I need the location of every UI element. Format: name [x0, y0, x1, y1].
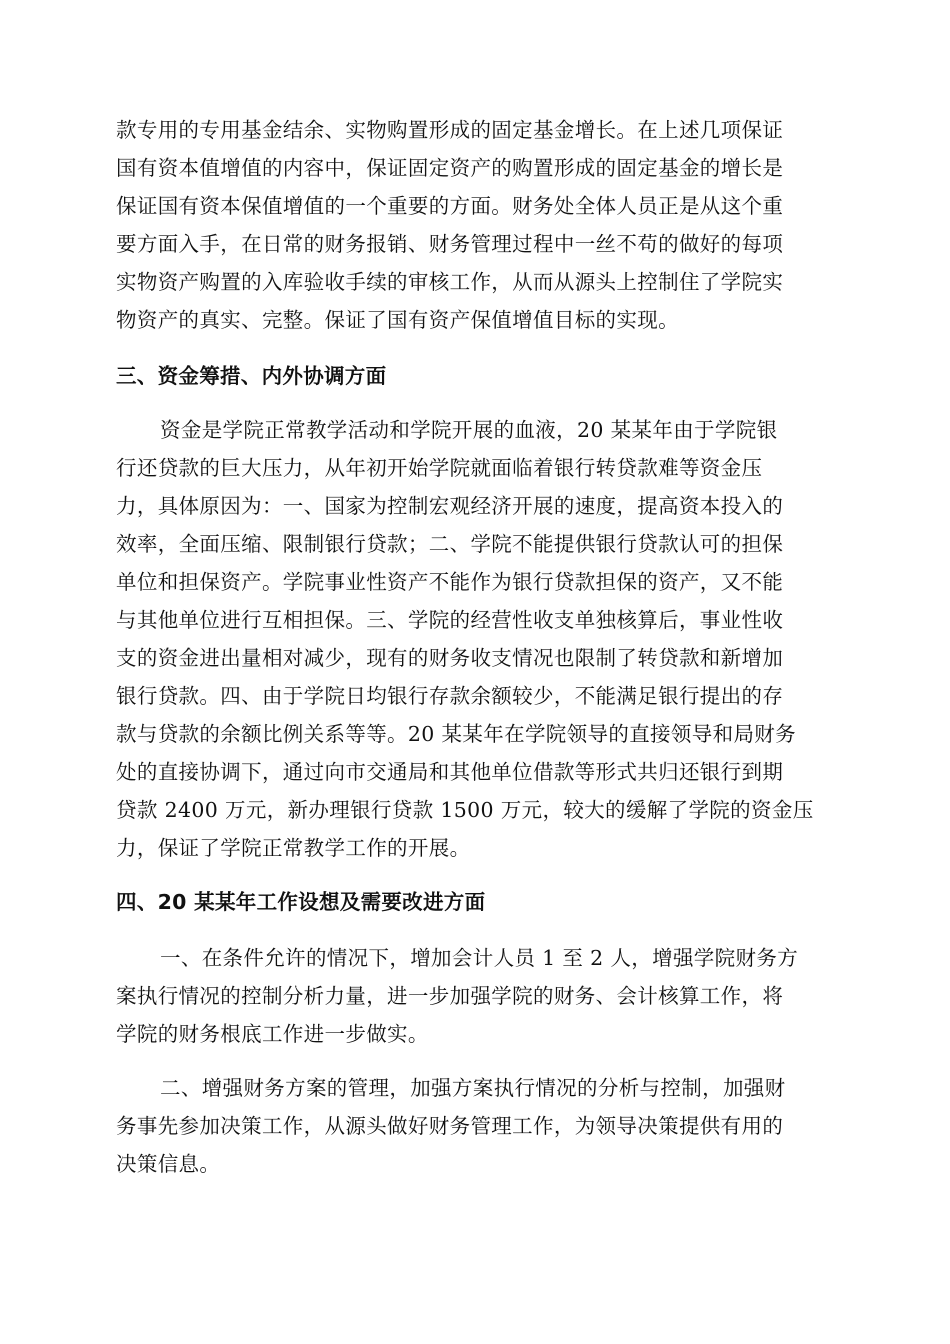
text-line: 效率，全面压缩、限制银行贷款；二、学院不能提供银行贷款认可的担保 — [116, 532, 784, 556]
text-line: 单位和担保资产。学院事业性资产不能作为银行贷款担保的资产，又不能 — [116, 570, 784, 594]
text-line: 银行贷款。四、由于学院日均银行存款余额较少，不能满足银行提出的存 — [116, 684, 784, 708]
text-line: 实物资产购置的入库验收手续的审核工作，从而从源头上控制住了学院实 — [116, 270, 784, 294]
text-line: 国有资本值增值的内容中，保证固定资产的购置形成的固定基金的增长是 — [116, 156, 784, 180]
text-line: 力，具体原因为：一、国家为控制宏观经济开展的速度，提高资本投入的 — [116, 494, 784, 518]
section-heading-4: 四、20 某某年工作设想及需要改进方面 — [116, 890, 486, 914]
text-line: 资金是学院正常教学活动和学院开展的血液，20 某某年由于学院银 — [160, 418, 778, 442]
text-line: 二、增强财务方案的管理，加强方案执行情况的分析与控制，加强财 — [160, 1076, 786, 1100]
text-line: 贷款 2400 万元，新办理银行贷款 1500 万元，较大的缓解了学院的资金压 — [116, 798, 814, 822]
text-line: 保证国有资本保值增值的一个重要的方面。财务处全体人员正是从这个重 — [116, 194, 784, 218]
text-line: 要方面入手，在日常的财务报销、财务管理过程中一丝不苟的做好的每项 — [116, 232, 784, 256]
text-line: 案执行情况的控制分析力量，进一步加强学院的财务、会计核算工作，将 — [116, 984, 784, 1008]
section-heading-3: 三、资金筹措、内外协调方面 — [116, 364, 387, 388]
text-line: 决策信息。 — [116, 1152, 221, 1176]
text-line: 款专用的专用基金结余、实物购置形成的固定基金增长。在上述几项保证 — [116, 118, 784, 142]
text-line: 力，保证了学院正常教学工作的开展。 — [116, 836, 471, 860]
text-line: 款与贷款的余额比例关系等等。20 某某年在学院领导的直接领导和局财务 — [116, 722, 796, 746]
text-line: 支的资金进出量相对减少，现有的财务收支情况也限制了转贷款和新增加 — [116, 646, 784, 670]
text-line: 务事先参加决策工作，从源头做好财务管理工作，为领导决策提供有用的 — [116, 1114, 784, 1138]
text-line: 物资产的真实、完整。保证了国有资产保值增值目标的实现。 — [116, 308, 679, 332]
text-line: 与其他单位进行互相担保。三、学院的经营性收支单独核算后，事业性收 — [116, 608, 784, 632]
text-line: 处的直接协调下，通过向市交通局和其他单位借款等形式共归还银行到期 — [116, 760, 784, 784]
text-line: 行还贷款的巨大压力，从年初开始学院就面临着银行转贷款难等资金压 — [116, 456, 763, 480]
text-line: 学院的财务根底工作进一步做实。 — [116, 1022, 429, 1046]
text-line: 一、在条件允许的情况下，增加会计人员 1 至 2 人，增强学院财务方 — [160, 946, 799, 970]
